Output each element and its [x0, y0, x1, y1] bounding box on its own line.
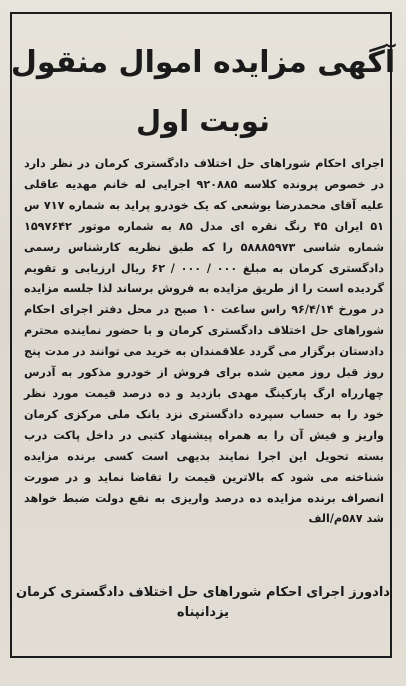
notice-body: اجرای احکام شوراهای حل اختلاف دادگستری کرمان در نظر دارد در خصوص پرونده کلاسه ۹۲۰۸۸۵ اجرایی له خانم مهدیه عاقلی علیه آقای محمدرضا یوشعی که یک خودرو پراید به شماره ۷۱۷ س ۵۱ ایران ۴۵ رنگ نقره ای مدل ۸۵ به شماره موتور ۱۵۹۷۶۴۲ شماره شاسی ۵۸۸۸۵۹۷۳ را که طبق نظریه کارشناس رسمی دادگستری کرمان به مبلغ ۰۰۰ / ۰۰۰ / ۶۲ ریال ارزیابی و تقویم گردیده است را از طریق مزایده به فروش برساند لذا جلسه مزایده در مورخ ۹۶/۴/۱۴ راس ساعت ۱۰ صبح در محل دفتر اجرای احکام شوراهای حل اختلاف دادگستری کرمان و با حضور نماینده محترم دادستان برگزار می گردد علاقمندان به خرید می توانند در مدت پنج روز قبل روز معین شده برای فروش از خودرو مذکور به آدرس چهارراه ارگ پارکینگ مهدی بازدید و ده درصد قیمت مورد نظر خود را به حساب سپرده دادگستری نزد بانک ملی مرکزی کرمان واریز و فیش آن را به همراه پیشنهاد کتبی در داخل پاکت درب بسته تحویل این اجرا نمایند بدیهی است کسی برنده مزایده شناخته می شود که بالاترین قیمت را تقاضا نماید و در صورت انصراف برنده مزایده ده درصد واریزی به نفع دولت ضبط خواهد شد ۵۸۷م/الف	[24, 157, 384, 526]
notice-title: آگهی مزایده اموال منقول	[10, 45, 396, 80]
signature-name: یزدانپناه	[176, 605, 230, 620]
signature-title: دادورز اجرای احکام شوراهای حل اختلاف دادگستری کرمان	[16, 585, 390, 600]
notice-subtitle: نوبت اول	[136, 104, 270, 138]
notice-signature	[0, 583, 406, 623]
